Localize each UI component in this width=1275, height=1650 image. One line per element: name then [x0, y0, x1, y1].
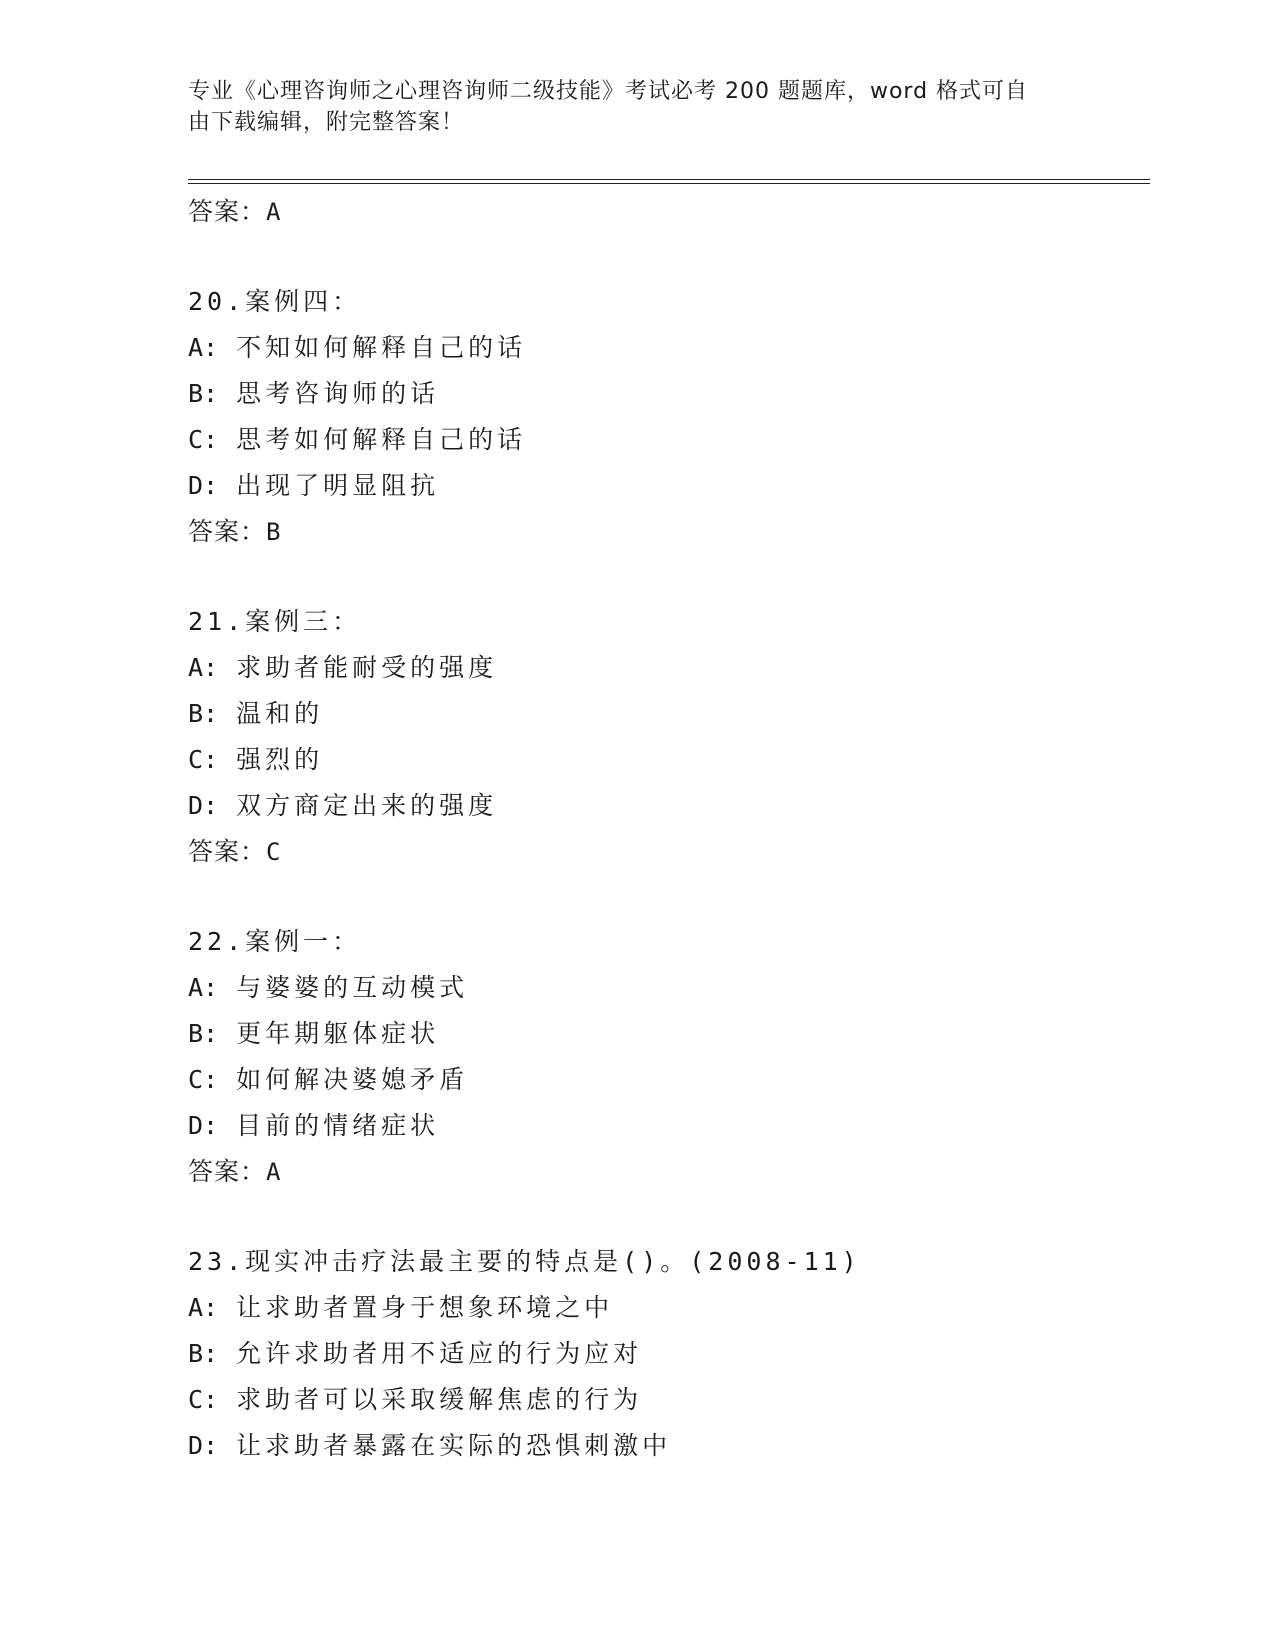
question-list	[188, 189, 1148, 1469]
option-row	[188, 645, 1148, 691]
option-letter: B:	[188, 699, 219, 728]
option-letter: B:	[188, 1019, 219, 1048]
question-spacer	[188, 875, 1148, 919]
option-text: 求助者能耐受的强度	[236, 653, 498, 682]
question-block	[188, 279, 1148, 555]
option-letter: A:	[188, 653, 219, 682]
option-letter: D:	[188, 791, 219, 820]
answer-line	[188, 509, 1148, 555]
option-row	[188, 783, 1148, 829]
option-text: 双方商定出来的强度	[236, 791, 498, 820]
option-text: 出现了明显阻抗	[236, 471, 440, 500]
header-line-1: 专业《心理咨询师之心理咨询师二级技能》考试必考 200 题题库，word 格式可自	[188, 79, 1029, 104]
question-block	[188, 1239, 1148, 1469]
answer-label: 答案：	[188, 517, 267, 546]
option-row	[188, 371, 1148, 417]
header-divider-bottom	[188, 183, 1150, 184]
header-line-2: 由下载编辑，附完整答案！	[188, 110, 465, 135]
option-row	[188, 1057, 1148, 1103]
option-row	[188, 965, 1148, 1011]
option-text: 让求助者置身于想象环境之中	[236, 1293, 614, 1322]
option-letter: C:	[188, 1385, 219, 1414]
option-text: 不知如何解释自己的话	[236, 333, 527, 362]
option-text: 思考如何解释自己的话	[236, 425, 527, 454]
answer-value: A	[266, 1158, 282, 1186]
option-row	[188, 1331, 1148, 1377]
option-row	[188, 737, 1148, 783]
option-letter: C:	[188, 425, 219, 454]
answer-label: 答案：	[188, 837, 267, 866]
option-letter: A:	[188, 1293, 219, 1322]
question-stem: 22.案例一：	[188, 927, 362, 956]
option-row	[188, 1377, 1148, 1423]
option-letter: C:	[188, 1065, 219, 1094]
option-row	[188, 1011, 1148, 1057]
question-stem: 21.案例三：	[188, 607, 362, 636]
option-text: 让求助者暴露在实际的恐惧刺激中	[236, 1431, 672, 1460]
option-row	[188, 1285, 1148, 1331]
question-block	[188, 919, 1148, 1195]
option-row	[188, 417, 1148, 463]
option-row	[188, 463, 1148, 509]
option-row	[188, 1103, 1148, 1149]
answer-label: 答案：	[188, 1157, 267, 1186]
question-spacer	[188, 235, 1148, 279]
option-text: 求助者可以采取缓解焦虑的行为	[236, 1385, 643, 1414]
option-letter: B:	[188, 1339, 219, 1368]
option-letter: A:	[188, 333, 219, 362]
question-block	[188, 599, 1148, 875]
answer-value: A	[266, 198, 282, 226]
header-divider-top	[188, 179, 1150, 180]
answer-value: B	[266, 518, 282, 546]
option-text: 思考咨询师的话	[236, 379, 440, 408]
question-spacer	[188, 1195, 1148, 1239]
answer-value: C	[266, 838, 282, 866]
option-text: 目前的情绪症状	[236, 1111, 440, 1140]
answer-line	[188, 1149, 1148, 1195]
option-text: 温和的	[236, 699, 324, 728]
answer-label: 答案：	[188, 197, 267, 226]
question-stem: 23.现实冲击疗法最主要的特点是()。(2008-11)	[188, 1247, 861, 1276]
option-text: 与婆婆的互动模式	[236, 973, 469, 1002]
document-header	[188, 76, 1078, 138]
question-stem: 20.案例四：	[188, 287, 362, 316]
option-text: 如何解决婆媳矛盾	[236, 1065, 469, 1094]
option-text: 更年期躯体症状	[236, 1019, 440, 1048]
option-text: 允许求助者用不适应的行为应对	[236, 1339, 643, 1368]
option-row	[188, 691, 1148, 737]
option-row	[188, 1423, 1148, 1469]
option-letter: D:	[188, 1111, 219, 1140]
option-letter: D:	[188, 471, 219, 500]
option-letter: C:	[188, 745, 219, 774]
option-letter: D:	[188, 1431, 219, 1460]
option-text: 强烈的	[236, 745, 324, 774]
answer-line	[188, 189, 1148, 235]
option-letter: A:	[188, 973, 219, 1002]
option-row	[188, 325, 1148, 371]
option-letter: B:	[188, 379, 219, 408]
question-spacer	[188, 555, 1148, 599]
answer-line	[188, 829, 1148, 875]
